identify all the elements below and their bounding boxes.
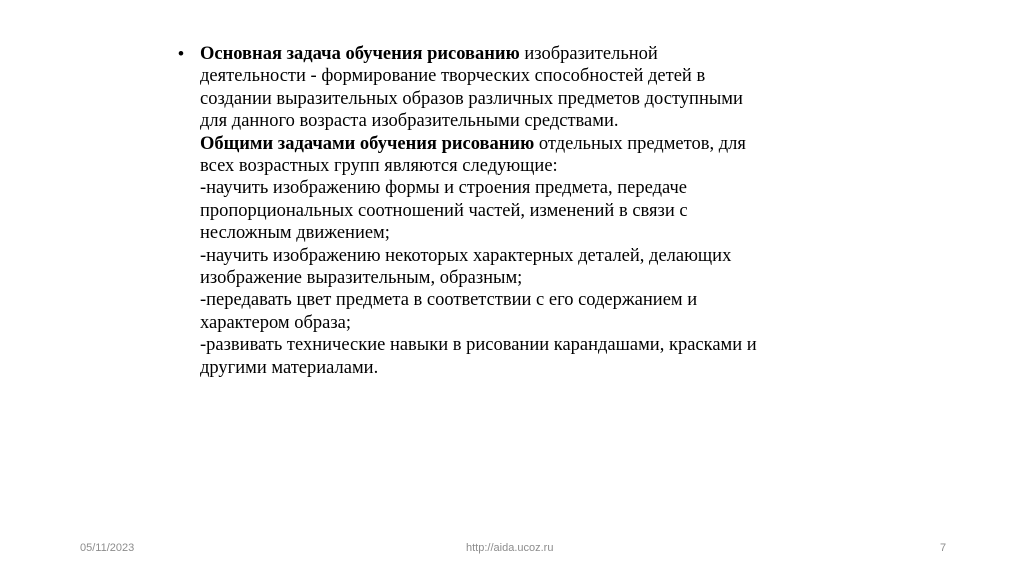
normal-text: -передавать цвет предмета в соответствии с его содержанием и	[200, 290, 698, 311]
text-line	[200, 334, 858, 356]
text-line	[200, 289, 858, 311]
normal-text: характером образа;	[200, 312, 351, 333]
normal-text: -научить изображению формы и строения предмета, передаче	[200, 178, 687, 199]
footer-date: 05/11/2023	[80, 542, 135, 554]
normal-text: отдельных предметов, для	[534, 133, 746, 154]
text-line	[200, 200, 858, 222]
bullet-icon: •	[178, 44, 184, 63]
bold-text: Основная задача обучения рисованию	[200, 44, 520, 64]
normal-text: изобразительной	[519, 44, 658, 64]
normal-text: всех возрастных групп являются следующие:	[200, 156, 558, 177]
normal-text: -научить изображению некоторых характерных деталей, делающих	[200, 245, 732, 266]
normal-text: изображение выразительным, образным;	[200, 268, 523, 289]
normal-text: деятельности - формирование творческих способностей детей в	[200, 66, 706, 87]
text-line	[200, 267, 858, 289]
text-line	[200, 110, 858, 132]
text-line	[200, 155, 858, 177]
text-line	[200, 222, 858, 244]
footer-page-number: 7	[940, 542, 947, 554]
bullet-item	[178, 43, 858, 379]
text-line	[200, 357, 858, 379]
text-line	[200, 245, 858, 267]
normal-text: создании выразительных образов различных предметов доступными	[200, 88, 743, 109]
footer-url: http://aida.ucoz.ru	[466, 542, 554, 554]
normal-text: другими материалами.	[200, 357, 379, 378]
text-line	[200, 88, 858, 110]
text-line	[200, 43, 858, 65]
slide-content	[178, 43, 858, 379]
normal-text: несложным движением;	[200, 223, 390, 244]
bold-text: Общими задачами обучения рисованию	[200, 133, 535, 154]
text-line	[200, 65, 858, 87]
text-line	[200, 133, 858, 155]
text-line	[200, 177, 858, 199]
text-line	[200, 312, 858, 334]
normal-text: пропорциональных соотношений частей, изменений в связи с	[200, 200, 688, 221]
normal-text: для данного возраста изобразительными средствами.	[200, 111, 619, 132]
bullet-text	[200, 43, 858, 379]
normal-text: -развивать технические навыки в рисовании карандашами, красками и	[200, 335, 757, 356]
